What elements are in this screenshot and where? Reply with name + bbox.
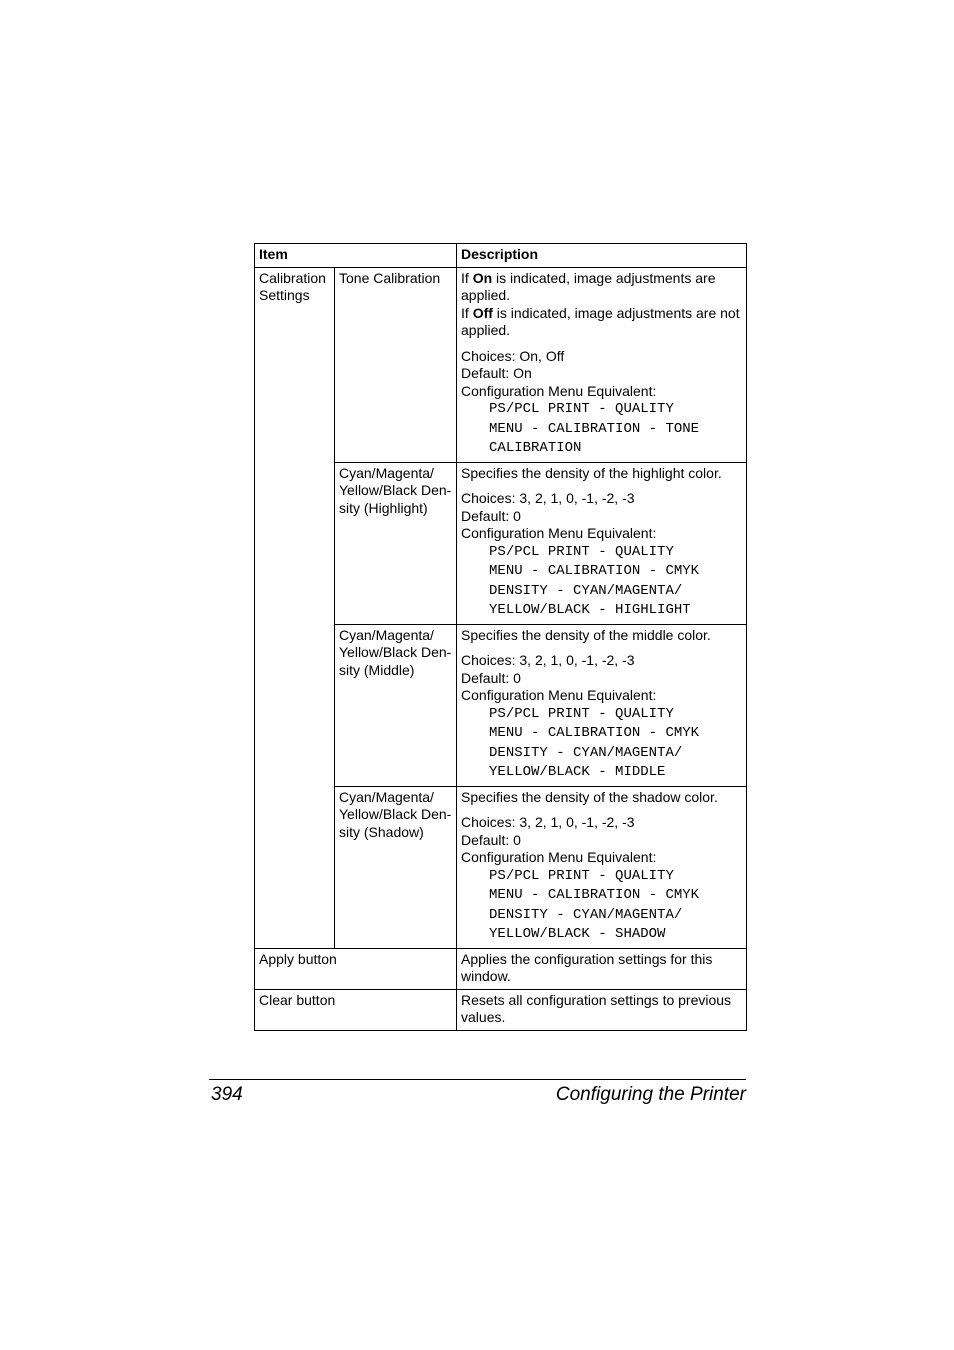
- item-label-density-highlight: Cyan/Magenta/ Yellow/Black Den-sity (Highlight): [335, 462, 457, 624]
- settings-table: [254, 243, 747, 1031]
- config-menu-label: Configuration Menu Equivalent:: [461, 525, 657, 541]
- page-footer: [209, 1079, 746, 1105]
- header-description: Description: [457, 244, 747, 268]
- item-label-density-shadow: Cyan/Magenta/ Yellow/Black Den-sity (Shadow): [335, 786, 457, 948]
- group-label-calibration-settings: Calibration Settings: [255, 267, 335, 948]
- description-density-middle: [457, 624, 747, 786]
- description-tone-calibration: [457, 267, 747, 462]
- config-menu-label: Configuration Menu Equivalent:: [461, 849, 657, 865]
- header-item: Item: [255, 244, 457, 268]
- default-text: Default: 0: [461, 507, 521, 524]
- table-header-row: [255, 244, 747, 268]
- menu-path: PS/PCL PRINT - QUALITY MENU - CALIBRATION - CMYK DENSITY - CYAN/MAGENTA/ YELLOW/BLACK - HIGHLIGHT: [489, 543, 700, 618]
- choices-text: Choices: 3, 2, 1, 0, -1, -2, -3: [461, 652, 635, 668]
- default-text: Default: On: [461, 365, 532, 381]
- page-number: 394: [211, 1084, 243, 1105]
- description-text: Specifies the density of the highlight color.: [461, 464, 722, 481]
- description-density-shadow: [457, 786, 747, 948]
- tone-off-text: If Off is indicated, image adjustments are not applied.: [461, 304, 740, 338]
- description-apply-button: Applies the configuration settings for this window.: [457, 948, 747, 989]
- description-density-highlight: [457, 462, 747, 624]
- config-menu-label: Configuration Menu Equivalent:: [461, 382, 657, 399]
- description-text: Specifies the density of the shadow color.: [461, 788, 718, 805]
- default-text: Default: 0: [461, 831, 521, 848]
- choices-text: Choices: On, Off: [461, 347, 565, 364]
- default-text: Default: 0: [461, 669, 521, 686]
- config-menu-label: Configuration Menu Equivalent:: [461, 687, 657, 703]
- table-row-apply-button: [255, 948, 747, 989]
- menu-path: PS/PCL PRINT - QUALITY MENU - CALIBRATION - CMYK DENSITY - CYAN/MAGENTA/ YELLOW/BLACK - MIDDLE: [489, 705, 700, 780]
- item-label-clear-button: Clear button: [255, 989, 457, 1030]
- menu-path: PS/PCL PRINT - QUALITY MENU - CALIBRATION - TONE CALIBRATION: [489, 401, 700, 456]
- footer-title: Configuring the Printer: [555, 1084, 746, 1105]
- table-row-tone-calibration: [255, 267, 747, 462]
- item-label-apply-button: Apply button: [255, 948, 457, 989]
- table-row-clear-button: [255, 989, 747, 1030]
- tone-on-text: If On is indicated, image adjustments are applied.: [461, 269, 716, 303]
- description-clear-button: Resets all configuration settings to previous values.: [457, 989, 747, 1030]
- item-label-tone-calibration: Tone Calibration: [335, 267, 457, 462]
- menu-path: PS/PCL PRINT - QUALITY MENU - CALIBRATION - CMYK DENSITY - CYAN/MAGENTA/ YELLOW/BLACK - SHADOW: [489, 867, 700, 942]
- choices-text: Choices: 3, 2, 1, 0, -1, -2, -3: [461, 490, 635, 506]
- description-text: Specifies the density of the middle color.: [461, 626, 711, 643]
- choices-text: Choices: 3, 2, 1, 0, -1, -2, -3: [461, 814, 635, 830]
- item-label-density-middle: Cyan/Magenta/ Yellow/Black Den-sity (Middle): [335, 624, 457, 786]
